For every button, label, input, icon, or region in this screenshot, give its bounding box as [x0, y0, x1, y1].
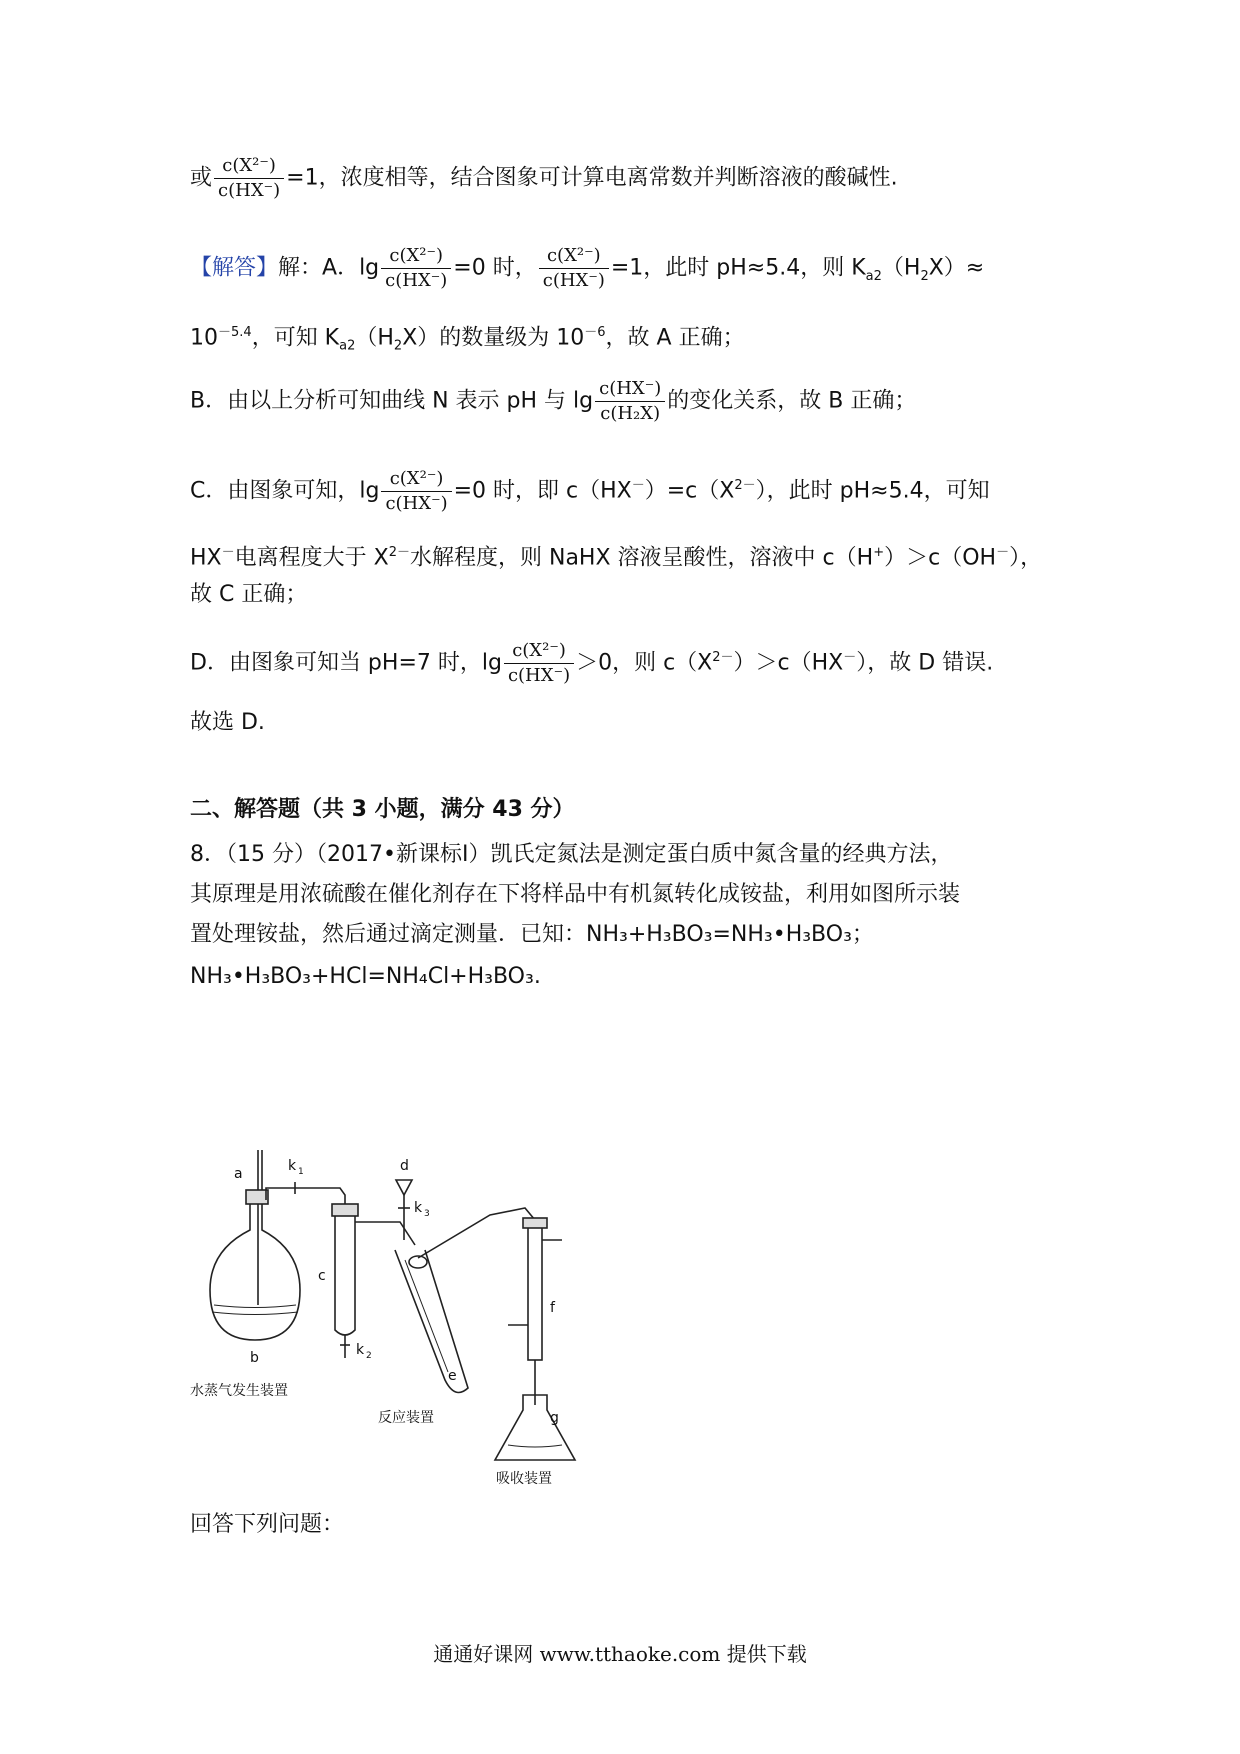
subscript: 2: [393, 338, 403, 354]
section-heading: 二、解答题（共 3 小题，满分 43 分）: [190, 797, 575, 822]
superscript: +: [873, 545, 885, 560]
superscript: －: [843, 650, 857, 666]
numerator: c(X²⁻): [539, 245, 609, 269]
page-footer: 通通好课网 www.tthaoke.com 提供下载: [433, 1642, 807, 1666]
superscript: －6: [584, 325, 606, 340]
condenser-f: [528, 1225, 542, 1360]
text: =0 时，即 c（HX: [453, 478, 632, 504]
text: ），故 D 错误.: [856, 650, 994, 676]
superscript: 2－: [734, 478, 756, 494]
superscript: －5.4: [218, 325, 252, 340]
label-k1: k: [288, 1158, 297, 1174]
denominator: c(HX⁻): [385, 493, 448, 514]
subscript: a2: [339, 338, 356, 354]
text-line-1: [190, 155, 1060, 202]
text-line-6: [190, 538, 1060, 573]
flask-stopper: [246, 1190, 268, 1204]
label-b: b: [250, 1350, 259, 1366]
text: =1，此时 pH≈5.4，则 K: [610, 255, 866, 281]
reaction-tube-e: [395, 1250, 468, 1393]
caption-reaction: 反应装置: [378, 1410, 434, 1426]
text: =1，浓度相等，结合图象可计算电离常数并判断溶液的酸碱性.: [286, 165, 898, 191]
text: ）＞c（OH: [884, 545, 997, 571]
numerator: c(X²⁻): [381, 245, 451, 269]
superscript: 2－: [712, 650, 734, 666]
label-k3: k: [414, 1200, 423, 1216]
text: 或: [190, 165, 213, 191]
fraction: [504, 640, 574, 687]
text: =0 时，: [453, 255, 537, 281]
denominator: c(HX⁻): [218, 180, 281, 201]
answer-c-line: [190, 468, 1060, 515]
fraction: [214, 155, 284, 202]
text: 解：A．lg: [278, 255, 380, 281]
numerator: c(HX⁻): [595, 378, 665, 402]
numerator: c(X²⁻): [214, 155, 284, 179]
text: ，可知 K: [251, 325, 340, 351]
text: （H: [355, 325, 394, 351]
flask-b: [210, 1195, 300, 1340]
apparatus-figure: [190, 1140, 620, 1500]
label-a: a: [234, 1166, 243, 1182]
label-d: d: [400, 1158, 409, 1174]
text: ），: [1009, 545, 1043, 571]
label-c: c: [318, 1268, 326, 1284]
text-line-9: 故选 D.: [190, 710, 265, 735]
denominator: c(HX⁻): [507, 665, 571, 686]
question-8-line-3: 置处理铵盐，然后通过滴定测量．已知：NH₃+H₃BO₃=NH₃•H₃BO₃；: [190, 922, 874, 947]
text: （H: [881, 255, 921, 281]
text: C．由图象可知，lg: [190, 478, 380, 504]
text: HX: [190, 545, 222, 571]
superscript: 2－: [388, 545, 410, 560]
fraction: [595, 378, 665, 425]
text: X）的数量级为 10: [402, 325, 585, 351]
denominator: c(HX⁻): [542, 270, 605, 291]
answer-prompt: 回答下列问题：: [190, 1512, 345, 1537]
text: ）=c（X: [644, 478, 735, 504]
fraction: [539, 245, 609, 292]
label-e: e: [448, 1368, 457, 1384]
fraction: [381, 468, 451, 515]
label-k2: k: [356, 1342, 365, 1358]
caption-steam-generator: 水蒸气发生装置: [190, 1383, 288, 1399]
column-c: [335, 1210, 355, 1335]
label-f: f: [550, 1300, 555, 1316]
text-line-7: 故 C 正确；: [190, 582, 308, 607]
label-k2-sub: 2: [366, 1351, 372, 1361]
text: 水解程度，则 NaHX 溶液呈酸性，溶液中 c（H: [410, 545, 874, 571]
answer-b-line: [190, 378, 1060, 425]
superscript: －: [631, 478, 645, 494]
superscript: －: [221, 545, 235, 560]
denominator: c(HX⁻): [385, 270, 448, 291]
numerator: c(X²⁻): [504, 640, 574, 664]
answer-tag: 【解答】: [190, 255, 279, 281]
answer-d-line: [190, 640, 1060, 687]
text-line-3: [190, 318, 1060, 362]
label-k1-sub: 1: [298, 1167, 304, 1177]
text: D．由图象可知当 pH=7 时，lg: [190, 650, 502, 676]
text: ），此时 pH≈5.4，可知: [755, 478, 990, 504]
caption-absorption: 吸收装置: [496, 1471, 552, 1487]
fraction: [381, 245, 451, 292]
question-8-line-4: NH₃•H₃BO₃+HCl=NH₄Cl+H₃BO₃.: [190, 964, 541, 989]
label-g: g: [550, 1410, 559, 1426]
numerator: c(X²⁻): [381, 468, 451, 492]
text: ）＞c（HX: [733, 650, 844, 676]
text: X）≈: [928, 255, 985, 281]
text: ＞0，则 c（X: [576, 650, 713, 676]
text: 电离程度大于 X: [234, 545, 389, 571]
text: 10: [190, 325, 218, 351]
subscript: a2: [865, 268, 882, 284]
question-8-line-2: 其原理是用浓硫酸在催化剂存在下将样品中有机氮转化成铵盐，利用如图所示装: [190, 882, 961, 907]
answer-a-line: [190, 245, 1060, 292]
label-k3-sub: 3: [424, 1209, 430, 1219]
subscript: 2: [920, 268, 929, 284]
superscript: －: [996, 545, 1010, 560]
denominator: c(H₂X): [600, 403, 661, 424]
text: ，故 A 正确；: [605, 325, 745, 351]
text: B．由以上分析可知曲线 N 表示 pH 与 lg: [190, 388, 594, 414]
question-8-line-1: 8．（15 分）（2017•新课标Ⅰ）凯氏定氮法是测定蛋白质中氮含量的经典方法，: [190, 842, 953, 867]
text: 的变化关系，故 B 正确；: [667, 388, 917, 414]
funnel-d: [396, 1180, 412, 1195]
